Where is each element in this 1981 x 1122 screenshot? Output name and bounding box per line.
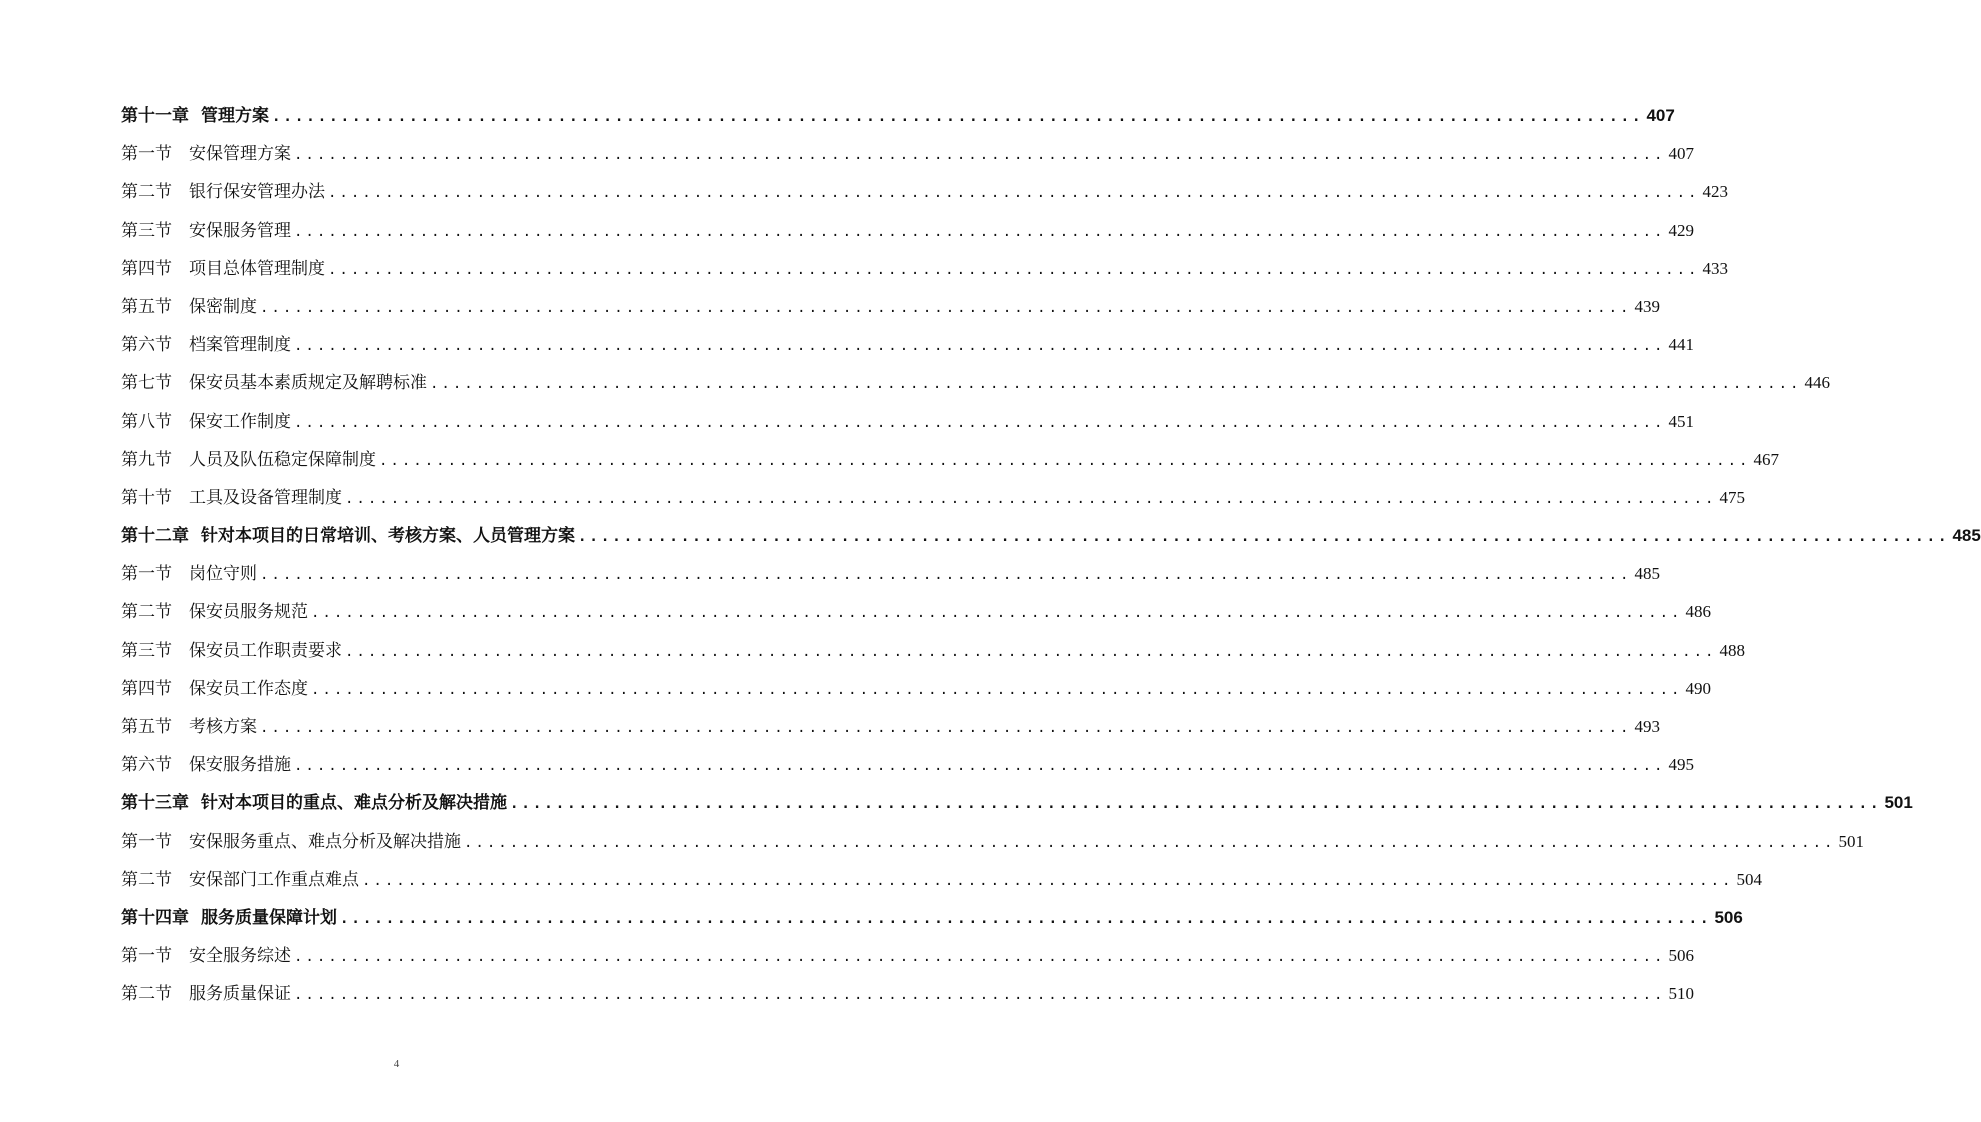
dot-leader: ........................................................................................................................ (294, 949, 1666, 966)
toc-entry-title: 岗位守则 (189, 564, 257, 585)
toc-entry-title: 工具及设备管理制度 (189, 487, 342, 508)
toc-entry-page: 433 (1702, 258, 1728, 278)
toc-entry-page: 488 (1719, 640, 1745, 660)
toc-entry-title: 保安服务措施 (189, 755, 291, 776)
toc-entry-section[interactable] (121, 479, 1745, 517)
toc-entry-title: 项目总体管理制度 (189, 258, 325, 279)
toc-entry-title: 针对本项目的重点、难点分析及解决措施 (201, 793, 507, 814)
dot-leader: ........................................................................................................................ (294, 987, 1666, 1004)
toc-entry-title: 管理方案 (201, 106, 269, 126)
toc-entry-page: 485 (1634, 564, 1660, 584)
toc-entry-section[interactable] (121, 861, 1762, 899)
toc-entry-number: 第十节 (121, 487, 172, 508)
toc-entry-title: 保安员工作职责要求 (189, 640, 342, 661)
toc-entry-title: 人员及队伍稳定保障制度 (189, 449, 376, 470)
toc-entry-number: 第五节 (121, 296, 172, 317)
toc-entry-title: 保安员基本素质规定及解聘标准 (189, 373, 427, 394)
toc-entry-number: 第一节 (121, 564, 172, 585)
dot-leader: ........................................................................................................................ (430, 376, 1802, 393)
toc-entry-page: 467 (1753, 449, 1779, 469)
dot-leader: ........................................................................................................................ (464, 834, 1836, 851)
toc-entry-page: 441 (1668, 335, 1694, 355)
toc-entry-number: 第四节 (121, 678, 172, 699)
toc-entry-section[interactable] (121, 975, 1694, 1013)
toc-entry-section[interactable] (121, 288, 1660, 326)
toc-entry-page: 451 (1668, 411, 1694, 431)
dot-leader: ........................................................................................................................ (311, 681, 1683, 698)
dot-leader: ........................................................................................................................ (272, 109, 1644, 125)
toc-entry-page: 407 (1668, 144, 1694, 164)
toc-entry-page: 423 (1702, 182, 1728, 202)
toc-entry-number: 第四节 (121, 258, 172, 279)
toc-entry-page: 504 (1736, 869, 1762, 889)
toc-entry-page: 429 (1668, 220, 1694, 240)
dot-leader: ........................................................................................................................ (340, 910, 1712, 927)
dot-leader: ........................................................................................................................ (294, 147, 1666, 164)
dot-leader: ........................................................................................................................ (260, 299, 1632, 316)
dot-leader: ........................................................................................................................ (345, 490, 1717, 507)
toc-entry-chapter[interactable] (121, 517, 1981, 555)
toc-entry-section[interactable] (121, 937, 1694, 975)
toc-entry-section[interactable] (121, 632, 1745, 670)
toc-entry-page: 501 (1838, 831, 1864, 851)
dot-leader: ........................................................................................................................ (260, 720, 1632, 736)
dot-leader: ........................................................................................................................ (294, 223, 1666, 240)
toc-entry-section[interactable] (121, 555, 1660, 593)
toc-entry-section[interactable] (121, 403, 1694, 441)
toc-entry-section[interactable] (121, 173, 1728, 211)
toc-entry-page: 495 (1668, 755, 1694, 775)
toc-entry-chapter[interactable] (121, 899, 1743, 937)
toc-entry-number: 第三节 (121, 640, 172, 661)
toc-entry-page: 493 (1634, 717, 1660, 736)
dot-leader: ........................................................................................................................ (345, 643, 1717, 660)
toc-entry-section[interactable] (121, 212, 1694, 250)
dot-leader: ........................................................................................................................ (510, 796, 1882, 813)
toc-entry-number: 第十三章 (121, 793, 189, 814)
dot-leader: ........................................................................................................................ (379, 452, 1751, 469)
toc-entry-number: 第一节 (121, 831, 172, 852)
toc-entry-page: 485 (1952, 526, 1981, 546)
toc-entry-number: 第二节 (121, 984, 172, 1005)
toc-entry-page: 439 (1634, 296, 1660, 316)
toc-entry-page: 506 (1668, 946, 1694, 966)
toc-entry-page: 407 (1646, 106, 1675, 125)
toc-entry-number: 第一节 (121, 144, 172, 165)
toc-entry-title: 银行保安管理办法 (189, 182, 325, 203)
toc-entry-section[interactable] (121, 250, 1728, 288)
toc-entry-number: 第三节 (121, 220, 172, 241)
toc-entry-chapter[interactable] (121, 784, 1913, 822)
toc-entry-title: 安保部门工作重点难点 (189, 869, 359, 890)
toc-entry-title: 档案管理制度 (189, 335, 291, 356)
toc-entry-number: 第一节 (121, 946, 172, 967)
toc-entry-title: 考核方案 (189, 717, 257, 737)
toc-entry-number: 第十一章 (121, 106, 189, 126)
toc-entry-page: 490 (1685, 678, 1711, 698)
toc-entry-number: 第八节 (121, 411, 172, 432)
dot-leader: ........................................................................................................................ (294, 338, 1666, 355)
toc-entry-section[interactable] (121, 823, 1864, 861)
toc-entry-page: 475 (1719, 487, 1745, 507)
toc-entry-section[interactable] (121, 708, 1660, 746)
toc-entry-title: 服务质量保障计划 (201, 907, 337, 928)
toc-entry-page: 510 (1668, 984, 1694, 1004)
toc-entry-page: 501 (1884, 793, 1913, 813)
toc-entry-number: 第十二章 (121, 526, 189, 547)
toc-entry-title: 针对本项目的日常培训、考核方案、人员管理方案 (201, 526, 575, 547)
toc-entry-number: 第二节 (121, 602, 172, 623)
dot-leader: ........................................................................................................................ (328, 185, 1700, 202)
toc-entry-title: 保密制度 (189, 296, 257, 317)
toc-entry-number: 第五节 (121, 717, 172, 737)
toc-entry-title: 安全服务综述 (189, 946, 291, 967)
toc-entry-title: 安保管理方案 (189, 144, 291, 165)
toc-entry-title: 服务质量保证 (189, 984, 291, 1005)
toc-entry-title: 安保服务重点、难点分析及解决措施 (189, 831, 461, 852)
toc-entry-page: 486 (1685, 602, 1711, 622)
toc-entry-number: 第二节 (121, 182, 172, 203)
dot-leader: ........................................................................................................................ (311, 605, 1683, 622)
toc-entry-title: 保安工作制度 (189, 411, 291, 432)
toc-entry-section[interactable] (121, 593, 1711, 631)
toc-entry-title: 保安员服务规范 (189, 602, 308, 623)
toc-entry-section[interactable] (121, 135, 1694, 173)
toc-entry-number: 第十四章 (121, 907, 189, 928)
dot-leader: ........................................................................................................................ (294, 758, 1666, 775)
toc-entry-title: 保安员工作态度 (189, 678, 308, 699)
toc-entry-section[interactable] (121, 670, 1711, 708)
toc-entry-section[interactable] (121, 746, 1694, 784)
page-number: 4 (393, 1058, 400, 1070)
dot-leader: ........................................................................................................................ (362, 872, 1734, 889)
toc-entry-section[interactable] (121, 364, 1830, 402)
toc-entry-chapter[interactable] (121, 97, 1675, 135)
toc-entry-number: 第六节 (121, 335, 172, 356)
dot-leader: ........................................................................................................................ (328, 261, 1700, 278)
toc-entry-number: 第九节 (121, 449, 172, 470)
dot-leader: ........................................................................................................................ (294, 414, 1666, 431)
toc-entry-number: 第七节 (121, 373, 172, 394)
dot-leader: ........................................................................................................................ (260, 567, 1632, 584)
toc-entry-page: 506 (1714, 907, 1743, 927)
toc-entry-number: 第六节 (121, 755, 172, 776)
toc-entry-page: 446 (1804, 373, 1830, 393)
toc-entry-section[interactable] (121, 441, 1779, 479)
table-of-contents (121, 97, 1981, 1014)
toc-entry-section[interactable] (121, 326, 1694, 364)
toc-entry-title: 安保服务管理 (189, 220, 291, 241)
toc-entry-number: 第二节 (121, 869, 172, 890)
dot-leader: ........................................................................................................................ (578, 529, 1950, 546)
